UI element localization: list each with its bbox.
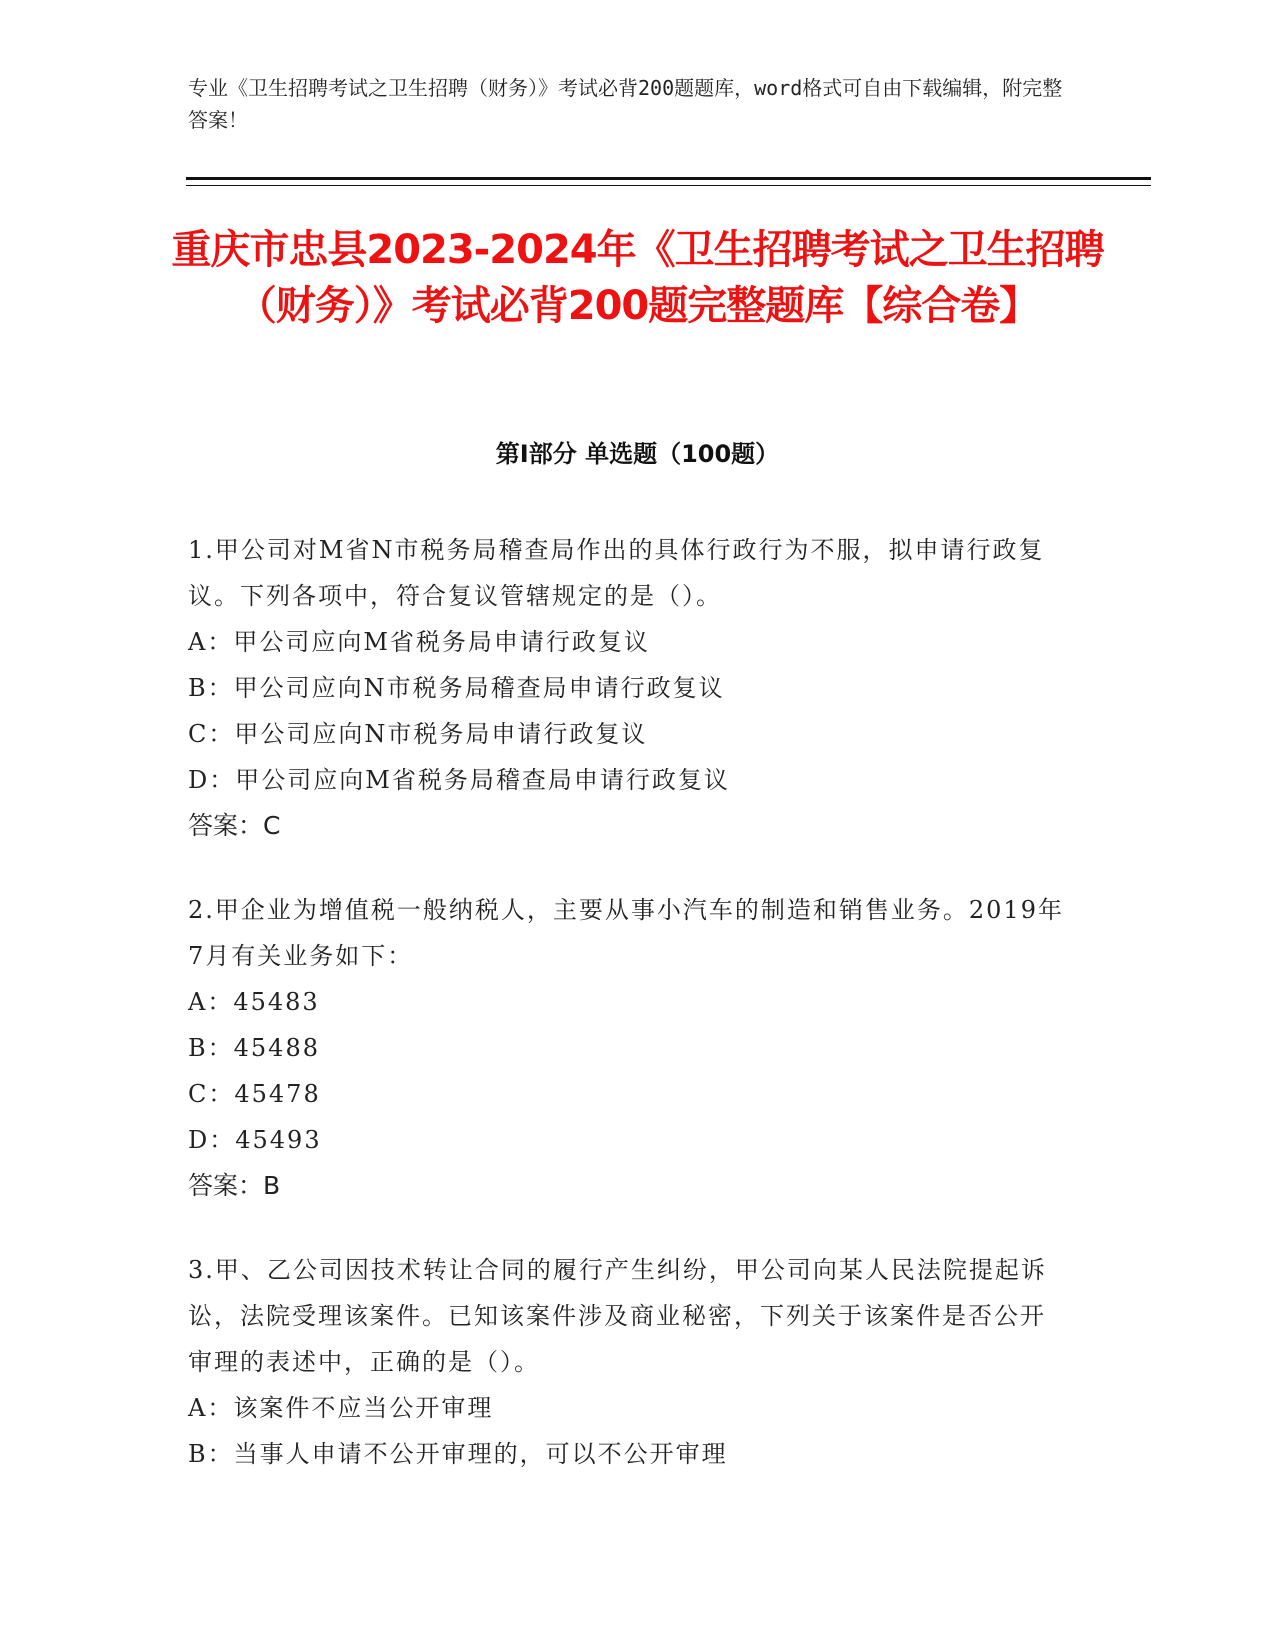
option-d: D：45493 xyxy=(188,1126,322,1154)
option-c: C：45478 xyxy=(188,1080,321,1108)
option-a: A：该案件不应当公开审理 xyxy=(188,1394,494,1422)
header-rule-thick xyxy=(186,177,1151,180)
question-stem: 3.甲、乙公司因技术转让合同的履行产生纠纷，甲公司向某人民法院提起诉讼，法院受理该案件。已知该案件涉及商业秘密，下列关于该案件是否公开审理的表述中，正确的是（）。 xyxy=(188,1256,1047,1376)
question-2 xyxy=(188,887,1068,1209)
question-3 xyxy=(188,1247,1068,1477)
question-list xyxy=(188,527,1068,1515)
option-a: A：45483 xyxy=(188,988,320,1016)
option-b: B：45488 xyxy=(188,1034,320,1062)
option-b: B：当事人申请不公开审理的，可以不公开审理 xyxy=(188,1440,728,1468)
option-c: C：甲公司应向N市税务局申请行政复议 xyxy=(188,720,648,748)
answer: 答案：B xyxy=(188,1171,281,1200)
document-title: 重庆市忠县2023-2024年《卫生招聘考试之卫生招聘（财务）》考试必背200题完整题库【综合卷】 xyxy=(171,227,1104,329)
section-title: 第I部分 单选题（100题） xyxy=(495,440,780,468)
header-rule-thin xyxy=(186,185,1151,186)
option-d: D：甲公司应向M省税务局稽查局申请行政复议 xyxy=(188,766,730,794)
option-a: A：甲公司应向M省税务局申请行政复议 xyxy=(188,628,650,656)
question-stem: 1.甲公司对M省N市税务局稽查局作出的具体行政行为不服，拟申请行政复议。下列各项中，符合复议管辖规定的是（）。 xyxy=(188,536,1045,610)
question-1 xyxy=(188,527,1068,849)
question-stem: 2.甲企业为增值税一般纳税人，主要从事小汽车的制造和销售业务。2019年7月有关业务如下： xyxy=(188,896,1064,970)
header-note: 专业《卫生招聘考试之卫生招聘（财务）》考试必背200题题库，word格式可自由下载编辑，附完整答案！ xyxy=(188,76,1063,132)
answer: 答案：C xyxy=(188,811,281,840)
option-b: B：甲公司应向N市税务局稽查局申请行政复议 xyxy=(188,674,725,702)
